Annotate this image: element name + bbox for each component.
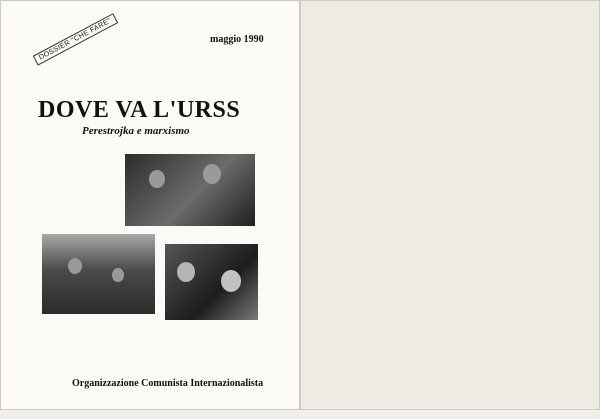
cover-title: DOVE VA L'URSS	[38, 97, 241, 123]
cover-date: maggio 1990	[210, 34, 264, 45]
photo-leaders	[165, 244, 258, 320]
right-cover	[300, 0, 600, 410]
left-organization-label: Organizzazione Comunista Internazionalista	[72, 378, 264, 389]
photo-crowd	[125, 154, 255, 226]
cover-subtitle: Perestrojka e marxismo	[82, 125, 190, 137]
left-cover	[0, 0, 300, 410]
dossier-label: DOSSIER "CHE FARE"	[33, 13, 118, 65]
photo-workers	[42, 234, 155, 314]
